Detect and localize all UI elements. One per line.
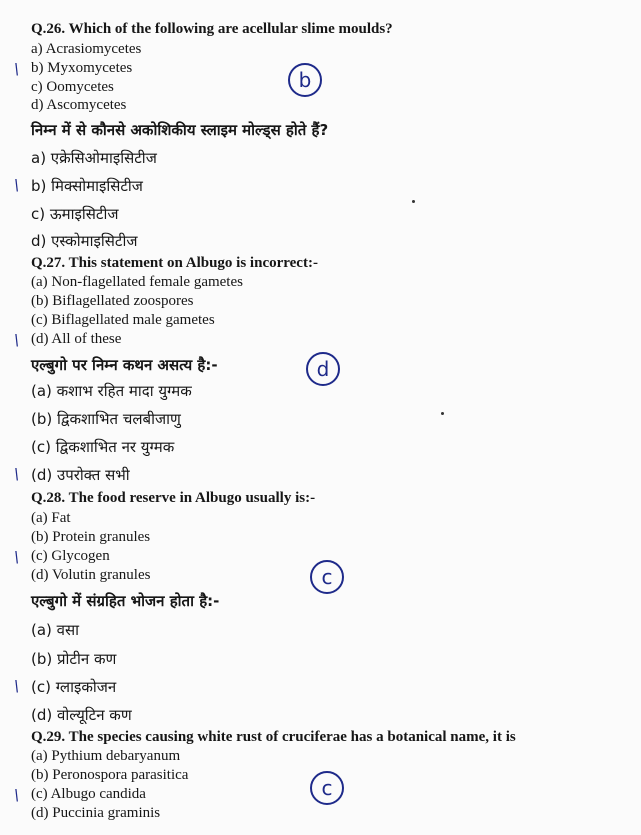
q27-hindi-option-c: (c) द्विकशाभित नर युग्मक bbox=[31, 438, 175, 456]
q26-hindi-question: निम्न में से कौनसे अकोशिकीय स्लाइम मोल्ड्स होते हैं? bbox=[31, 121, 329, 139]
answer-circle-q27: d bbox=[306, 352, 340, 386]
q28-option-c: (c) Glycogen bbox=[31, 548, 110, 564]
q27-hindi-option-a: (a) कशाभ रहित मादा युग्मक bbox=[31, 382, 192, 400]
q28-hindi-option-a: (a) वसा bbox=[31, 621, 80, 639]
q27-hindi-question: एल्बुगो पर निम्न कथन असत्य है:- bbox=[31, 356, 218, 374]
q26-hindi-option-a: a) एक्रेसिओमाइसिटीज bbox=[31, 149, 157, 167]
answer-circle-q29: c bbox=[310, 771, 344, 805]
q28-hindi-option-c: (c) ग्लाइकोजन bbox=[31, 678, 117, 696]
q26-hindi-option-d: d) एस्कोमाइसिटीज bbox=[31, 232, 138, 250]
question-27: Q.27. This statement on Albugo is incorrect:- bbox=[31, 255, 318, 271]
tick-mark-icon: \ bbox=[14, 548, 20, 566]
speck-icon bbox=[412, 200, 415, 203]
q27-option-a: (a) Non-flagellated female gametes bbox=[31, 274, 243, 290]
question-28: Q.28. The food reserve in Albugo usually is:- bbox=[31, 490, 316, 506]
q29-option-c: (c) Albugo candida bbox=[31, 786, 146, 802]
question-26: Q.26. Which of the following are acellular slime moulds? bbox=[31, 21, 393, 37]
q28-hindi-option-b: (b) प्रोटीन कण bbox=[31, 650, 117, 668]
q26-option-d: d) Ascomycetes bbox=[31, 97, 127, 113]
q26-option-c: c) Oomycetes bbox=[31, 79, 114, 95]
tick-mark-icon: \ bbox=[14, 677, 20, 695]
q29-option-d: (d) Puccinia graminis bbox=[31, 805, 161, 821]
tick-mark-icon: \ bbox=[14, 60, 20, 78]
q27-option-d: (d) All of these bbox=[31, 331, 122, 347]
tick-mark-icon: \ bbox=[14, 331, 20, 349]
tick-mark-icon: \ bbox=[14, 465, 20, 483]
q26-hindi-option-b: b) मिक्सोमाइसिटीज bbox=[31, 177, 143, 195]
tick-mark-icon: \ bbox=[14, 786, 20, 804]
q26-option-b: b) Myxomycetes bbox=[31, 60, 133, 76]
q26-hindi-option-c: c) ऊमाइसिटीज bbox=[31, 205, 119, 223]
q27-option-b: (b) Biflagellated zoospores bbox=[31, 293, 194, 309]
q29-option-a: (a) Pythium debaryanum bbox=[31, 748, 181, 764]
q26-option-a: a) Acrasiomycetes bbox=[31, 41, 142, 57]
q28-option-d: (d) Volutin granules bbox=[31, 567, 151, 583]
question-29: Q.29. The species causing white rust of cruciferae has a botanical name, it is bbox=[31, 729, 516, 745]
q27-hindi-option-d: (d) उपरोक्त सभी bbox=[31, 466, 130, 484]
answer-circle-q26: b bbox=[288, 63, 322, 97]
q28-hindi-option-d: (d) वोल्यूटिन कण bbox=[31, 706, 132, 724]
q28-hindi-question: एल्बुगो में संग्रहित भोजन होता है:- bbox=[31, 592, 220, 610]
tick-mark-icon: \ bbox=[14, 176, 20, 194]
q28-option-b: (b) Protein granules bbox=[31, 529, 151, 545]
answer-circle-q28: c bbox=[310, 560, 344, 594]
speck-icon bbox=[441, 412, 444, 415]
q28-option-a: (a) Fat bbox=[31, 510, 71, 526]
q29-option-b: (b) Peronospora parasitica bbox=[31, 767, 189, 783]
q27-hindi-option-b: (b) द्विकशाभित चलबीजाणु bbox=[31, 410, 181, 428]
q27-option-c: (c) Biflagellated male gametes bbox=[31, 312, 215, 328]
